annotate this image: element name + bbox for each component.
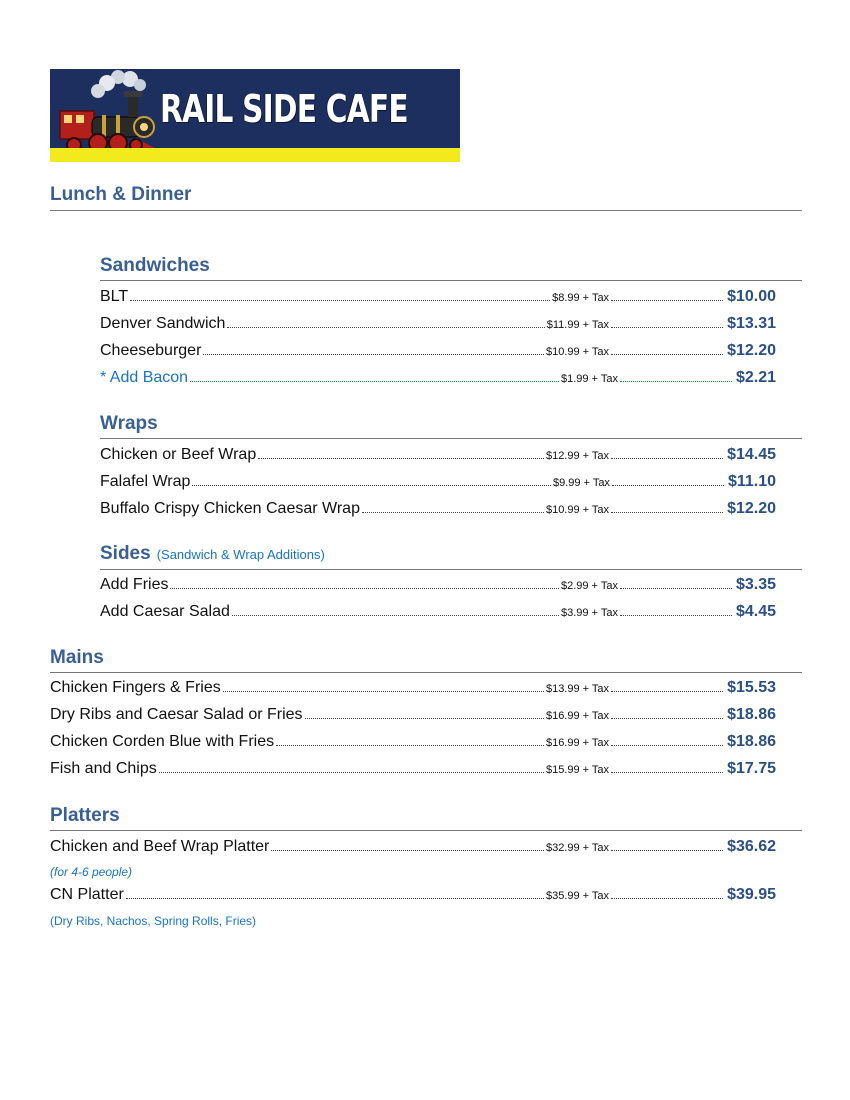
item-name: CN Platter bbox=[50, 886, 124, 903]
menu-item bbox=[100, 342, 776, 364]
section-title-mains: Mains bbox=[50, 647, 104, 668]
dot-leader bbox=[611, 771, 723, 773]
item-base-price: $16.99 + Tax bbox=[545, 710, 610, 722]
dot-leader bbox=[611, 690, 723, 692]
item-name: Fish and Chips bbox=[50, 760, 157, 777]
logo-title: RAIL SIDE CAFE bbox=[160, 87, 408, 131]
dot-leader bbox=[611, 299, 723, 301]
item-note: (Dry Ribs, Nachos, Spring Rolls, Fries) bbox=[50, 914, 257, 928]
item-total-price: $39.95 bbox=[727, 886, 776, 903]
dot-leader bbox=[232, 614, 559, 616]
menu-item bbox=[50, 886, 776, 908]
item-total-price: $14.45 bbox=[727, 446, 776, 463]
item-name: Cheeseburger bbox=[100, 342, 202, 359]
item-base-price: $32.99 + Tax bbox=[545, 842, 610, 854]
dot-leader bbox=[611, 744, 723, 746]
item-name: Dry Ribs and Caesar Salad or Fries bbox=[50, 706, 303, 723]
section-rule-wraps bbox=[100, 438, 802, 439]
menu-item bbox=[50, 706, 776, 728]
dot-leader bbox=[126, 897, 544, 899]
section-title-sides-label: Sides bbox=[100, 543, 151, 564]
item-total-price: $2.21 bbox=[735, 369, 776, 386]
item-name: Chicken Corden Blue with Fries bbox=[50, 733, 275, 750]
item-base-price: $16.99 + Tax bbox=[545, 737, 610, 749]
menu-item-addon bbox=[100, 369, 776, 391]
item-base-price: $13.99 + Tax bbox=[545, 683, 610, 695]
dot-leader bbox=[190, 380, 559, 382]
menu-item bbox=[100, 576, 776, 598]
item-name: * Add Bacon bbox=[100, 369, 189, 386]
item-base-price: $12.99 + Tax bbox=[545, 450, 610, 462]
section-rule-mains bbox=[50, 672, 802, 673]
dot-leader bbox=[170, 587, 559, 589]
item-base-price: $3.99 + Tax bbox=[560, 607, 618, 619]
dot-leader bbox=[611, 326, 723, 328]
section-rule-sides bbox=[100, 569, 802, 570]
dot-leader bbox=[223, 690, 544, 692]
dot-leader bbox=[258, 457, 544, 459]
item-name: Chicken and Beef Wrap Platter bbox=[50, 838, 270, 855]
item-total-price: $10.00 bbox=[727, 288, 776, 305]
section-rule-sandwiches bbox=[100, 280, 802, 281]
dot-leader bbox=[611, 457, 723, 459]
menu-item bbox=[50, 838, 776, 860]
menu-item bbox=[50, 760, 776, 782]
section-subtitle-sides: (Sandwich & Wrap Additions) bbox=[156, 547, 325, 562]
item-total-price: $18.86 bbox=[727, 733, 776, 750]
item-name: Add Fries bbox=[100, 576, 169, 593]
dot-leader bbox=[159, 771, 544, 773]
item-base-price: $15.99 + Tax bbox=[545, 764, 610, 776]
dot-leader bbox=[611, 511, 723, 513]
item-total-price: $17.75 bbox=[727, 760, 776, 777]
menu-item bbox=[100, 315, 776, 337]
dot-leader bbox=[227, 326, 544, 328]
item-total-price: $11.10 bbox=[727, 473, 776, 490]
menu-item bbox=[100, 473, 776, 495]
section-title-platters: Platters bbox=[50, 805, 120, 826]
section-rule-platters bbox=[50, 830, 802, 831]
item-total-price: $12.20 bbox=[727, 342, 776, 359]
dot-leader bbox=[305, 717, 544, 719]
item-total-price: $18.86 bbox=[727, 706, 776, 723]
item-total-price: $36.62 bbox=[727, 838, 776, 855]
item-base-price: $10.99 + Tax bbox=[545, 504, 610, 516]
item-note: (for 4-6 people) bbox=[50, 865, 133, 879]
menu-item bbox=[50, 733, 776, 755]
dot-leader bbox=[276, 744, 544, 746]
item-total-price: $13.31 bbox=[727, 315, 776, 332]
dot-leader bbox=[611, 897, 723, 899]
dot-leader bbox=[271, 849, 544, 851]
dot-leader bbox=[203, 353, 544, 355]
item-base-price: $1.99 + Tax bbox=[560, 373, 618, 385]
page-title-rule bbox=[50, 210, 802, 211]
item-name: BLT bbox=[100, 288, 129, 305]
item-name: Buffalo Crispy Chicken Caesar Wrap bbox=[100, 500, 360, 517]
menu-item bbox=[100, 446, 776, 468]
dot-leader bbox=[620, 380, 732, 382]
dot-leader bbox=[620, 614, 732, 616]
dot-leader bbox=[612, 484, 724, 486]
item-total-price: $4.45 bbox=[735, 603, 776, 620]
item-base-price: $9.99 + Tax bbox=[552, 477, 610, 489]
dot-leader bbox=[611, 849, 723, 851]
section-title-wraps: Wraps bbox=[100, 413, 158, 434]
item-total-price: $12.20 bbox=[727, 500, 776, 517]
item-name: Chicken or Beef Wrap bbox=[100, 446, 257, 463]
logo-banner bbox=[50, 69, 460, 162]
item-base-price: $35.99 + Tax bbox=[545, 890, 610, 902]
menu-item bbox=[100, 288, 776, 310]
menu-item bbox=[50, 679, 776, 701]
dot-leader bbox=[620, 587, 732, 589]
dot-leader bbox=[130, 299, 550, 301]
section-title-sandwiches: Sandwiches bbox=[100, 255, 210, 276]
item-total-price: $3.35 bbox=[735, 576, 776, 593]
dot-leader bbox=[192, 484, 551, 486]
item-name: Denver Sandwich bbox=[100, 315, 226, 332]
item-base-price: $11.99 + Tax bbox=[546, 319, 610, 331]
item-base-price: $2.99 + Tax bbox=[560, 580, 618, 592]
page-title: Lunch & Dinner bbox=[50, 184, 192, 205]
dot-leader bbox=[611, 717, 723, 719]
dot-leader bbox=[362, 511, 544, 513]
menu-item bbox=[100, 500, 776, 522]
item-name: Falafel Wrap bbox=[100, 473, 191, 490]
menu-item bbox=[100, 603, 776, 625]
section-title-sides bbox=[100, 543, 325, 565]
item-base-price: $8.99 + Tax bbox=[552, 292, 610, 304]
dot-leader bbox=[611, 353, 723, 355]
logo-stripe bbox=[50, 148, 460, 162]
item-name: Chicken Fingers & Fries bbox=[50, 679, 221, 696]
item-total-price: $15.53 bbox=[727, 679, 776, 696]
item-base-price: $10.99 + Tax bbox=[545, 346, 610, 358]
item-name: Add Caesar Salad bbox=[100, 603, 230, 620]
